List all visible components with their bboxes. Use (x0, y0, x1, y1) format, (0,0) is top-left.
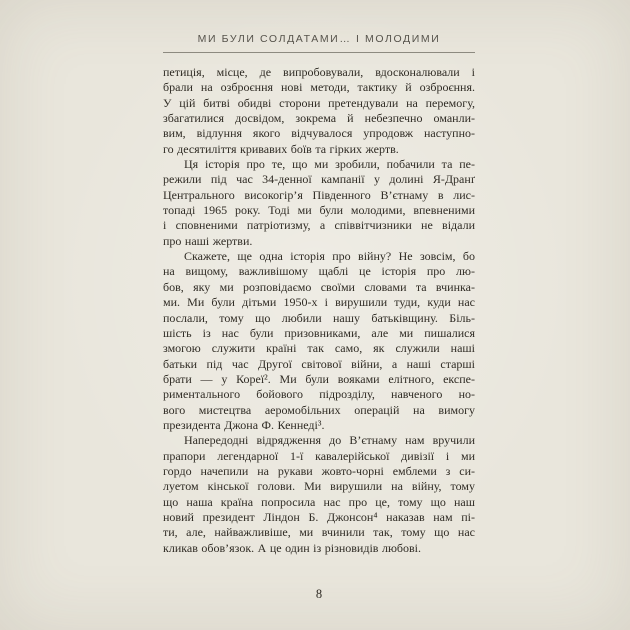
body-line: що наша країна попросила нас про це, тому що наш (163, 494, 475, 509)
body-line: топаді 1965 року. Тоді ми були молодими, впевненими (163, 203, 475, 218)
body-line: кликав обов’язок. А це один із різновидів любові. (163, 540, 422, 555)
body-line: ти, але, найважливіше, ми вчинили так, тому що нас (163, 525, 475, 540)
body-line: шість із нас були призовниками, але ми пишалися (163, 325, 475, 340)
body-line: риментального бойового підрозділу, навченого но- (163, 387, 475, 402)
body-line: бов, яку ми розповідаємо своїми словами та вчинка- (163, 279, 475, 294)
header-rule (163, 52, 475, 53)
body-line: петиція, місце, де випробовували, вдосконалювали і (163, 65, 475, 79)
body-line: вого мистецтва аеромобільних операцій на вимогу (163, 402, 475, 417)
body-line: батьки під час Другої світової війни, а наші старші (163, 356, 475, 371)
body-line: брали на озброєння нові методи, тактику й озброєння. (163, 80, 475, 95)
page-number: 8 (315, 587, 323, 601)
body-line: і сповненими патріотизму, а співвітчизники не відали (163, 218, 475, 233)
body-line: луетом кінської голови. Ми вирушили на війну, тому (163, 479, 475, 494)
body-line: новий президент Ліндон Б. Джонсон⁴ наказав нам пі- (163, 509, 475, 524)
body-line: Ця історія про те, що ми зробили, побачили та пе- (184, 157, 475, 172)
body-line: брати — у Кореї². Ми були вояками елітного, експе- (163, 371, 475, 386)
body-line: Скажете, ще одна історія про війну? Не зовсім, бо (184, 249, 475, 264)
body-line: Центрального високогір’я Південного В’єтнаму в лис- (163, 187, 475, 202)
body-line: прапори легендарної 1-ї кавалерійської дивізії і ми (163, 448, 475, 463)
body-line: У цій битві обидві сторони претендували на перемогу, (163, 95, 475, 110)
body-line: ми. Ми були дітьми 1950-х і вирушили туди, куди нас (163, 295, 475, 310)
body-line: змогою служити країні так само, як служили наші (163, 341, 475, 356)
body-text (163, 65, 475, 556)
running-header-title: МИ БУЛИ СОЛДАТАМИ… І МОЛОДИМИ (197, 33, 441, 45)
body-line: гордо начепили на рукави жовто-чорні емблеми з си- (163, 463, 475, 478)
body-line: збагатилися досвідом, зокрема й небезпечно оманли- (163, 111, 475, 126)
body-line: Напередодні відрядження до В’єтнаму нам вручили (184, 433, 475, 448)
body-line: го десятиліття кривавих боїв та гірких жертв. (163, 141, 399, 156)
running-header (163, 33, 475, 53)
body-line: послали, тому що любили нашу батьківщину. Біль- (163, 310, 475, 325)
body-line: про наші жертви. (163, 233, 253, 248)
text-column (163, 33, 475, 602)
body-line: на вищому, важливішому щаблі це історія про лю- (163, 264, 475, 279)
body-line: вим, відлуння якого відчувалося упродовж наступно- (163, 126, 475, 141)
body-line: президента Джона Ф. Кеннеді³. (163, 417, 325, 432)
body-line: режили під час 34-денної кампанії у долині Я-Дранґ (163, 172, 475, 187)
